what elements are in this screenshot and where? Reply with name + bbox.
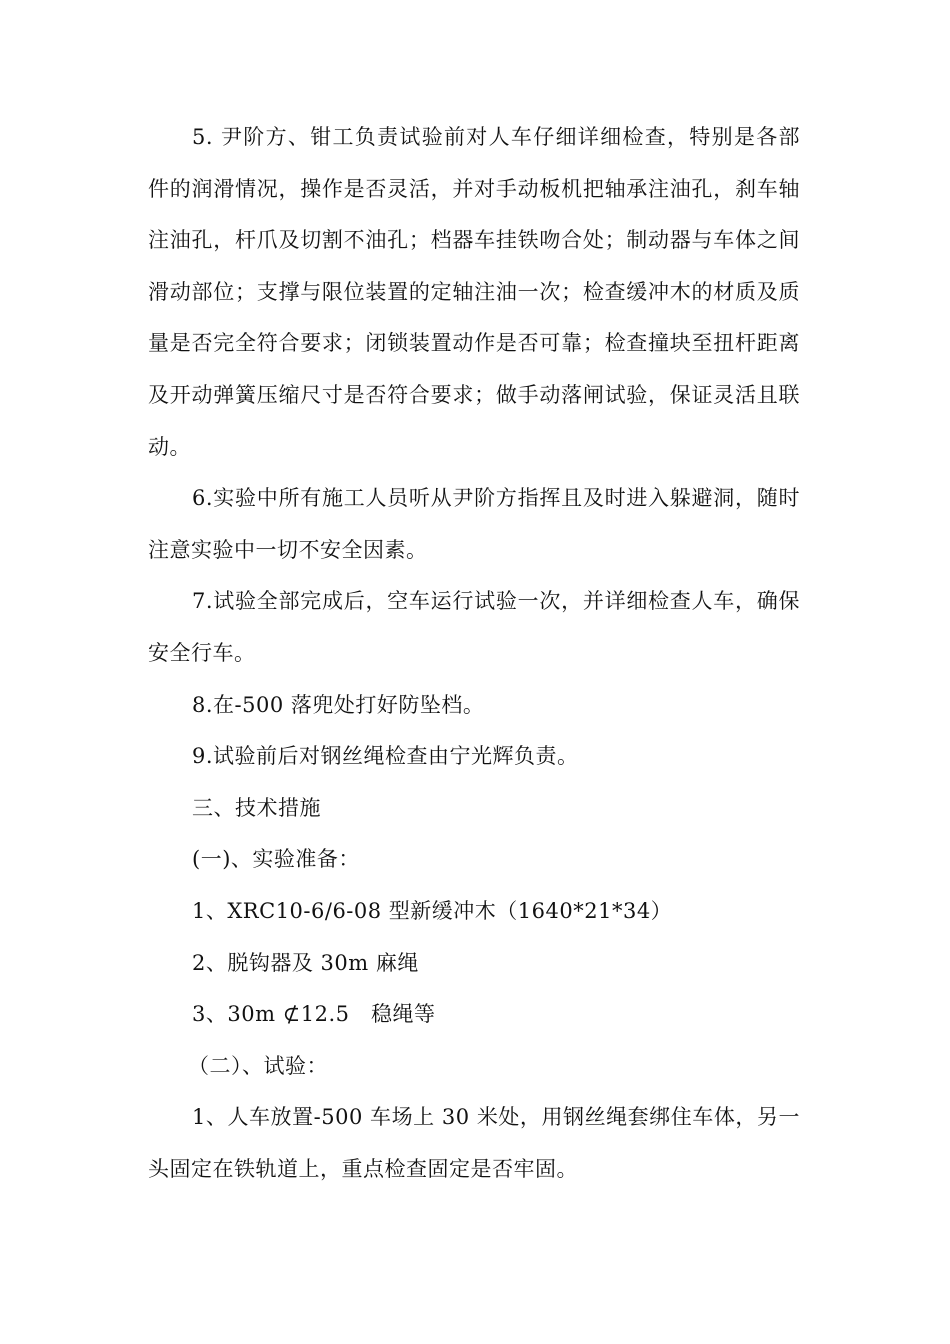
list-item-decoupler: 2、脱钩器及 30m 麻绳 — [192, 950, 419, 975]
paragraph-empty-run-test: 7.试验全部完成后，空车运行试验一次，并详细检查人车，确保安全行车。 — [148, 589, 800, 665]
paragraph-inspection-duties: 5. 尹阶方、钳工负责试验前对人车仔细详细检查，特别是各部件的润滑情况，操作是否灵活，并对手动板机把轴承注油孔，刹车轴注油孔，杆爪及切割不油孔；档器车挂铁吻合处；制动器与车体之间滑动部位；支撑与限位装置的定轴注油一次；检查缓冲木的材质及质量是否完全符合要求；闭锁装置动作是否可靠；检查撞块至扭杆距离及开动弹簧压缩尺寸是否符合要求；做手动落闸试验，保证灵活且联动。 — [148, 125, 800, 459]
subsection-heading-test: （二）、试验： — [188, 1053, 328, 1078]
paragraph-personnel-safety: 6.实验中所有施工人员听从尹阶方指挥且及时进入躲避洞，随时注意实验中一切不安全因素。 — [148, 486, 800, 562]
paragraph-test-step-1: 1、人车放置-500 车场上 30 米处，用钢丝绳套绑住车体，另一头固定在铁轨道上，重点检查固定是否牢固。 — [148, 1105, 800, 1181]
list-item-buffer-wood: 1、XRC10-6/6-08 型新缓冲木（1640*21*34） — [192, 898, 673, 923]
paragraph-rope-inspection: 9.试验前后对钢丝绳检查由宁光辉负责。 — [192, 744, 579, 769]
document-body — [148, 112, 800, 1195]
subsection-heading-preparation: (一)、实验准备： — [192, 847, 360, 872]
list-item-guide-rope: 3、30m ⊄12.5 稳绳等 — [192, 1002, 436, 1027]
paragraph-fall-arrest: 8.在-500 落兜处打好防坠档。 — [192, 692, 485, 717]
section-heading-technical-measures: 三、技术措施 — [192, 795, 321, 820]
